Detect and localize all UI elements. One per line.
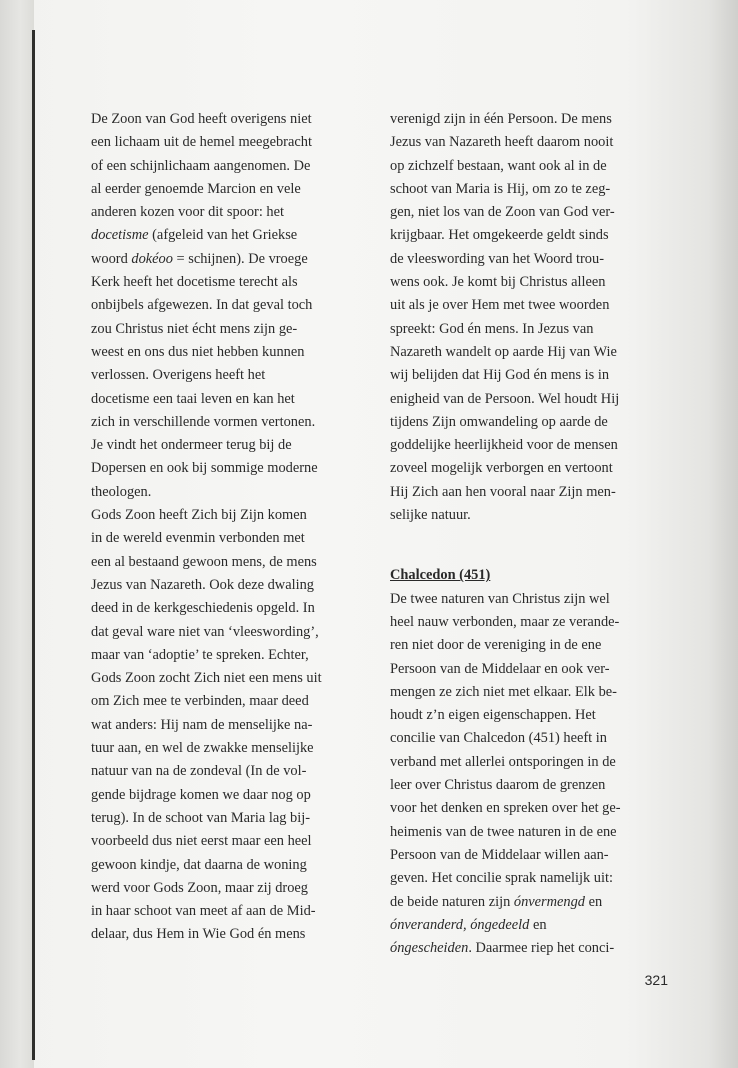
text-line: heimenis van de twee naturen in de ene <box>390 823 617 840</box>
text-line: Jezus van Nazareth heeft daarom nooit <box>390 134 614 151</box>
right-text-column <box>390 108 670 960</box>
text-line: Gods Zoon zocht Zich niet een mens uit <box>91 670 322 687</box>
section-heading: Chalcedon (451) <box>390 567 491 584</box>
text-line: selijke natuur. <box>390 507 471 524</box>
text-line: spreekt: God én mens. In Jezus van <box>390 320 594 337</box>
text-line: natuur van na de zondeval (In de vol- <box>91 763 307 780</box>
text-line: voor het denken en spreken over het ge- <box>390 800 621 817</box>
text-line: terug). In de schoot van Maria lag bij- <box>91 809 310 826</box>
facing-page-edge <box>0 0 34 1068</box>
text-line: Persoon van de Middelaar en ook ver- <box>390 660 610 677</box>
text-line: zou Christus niet écht mens zijn ge- <box>91 320 298 337</box>
text-line: een lichaam uit de hemel meegebracht <box>91 134 312 151</box>
text-line: De Zoon van God heeft overigens niet <box>91 111 312 127</box>
italic-term: ónvermengd <box>513 893 586 910</box>
text-line: tijdens Zijn omwandeling op aarde de <box>390 413 608 430</box>
text-line: zoveel mogelijk verborgen en vertoont <box>390 460 613 477</box>
text-line: gewoon kindje, dat daarna de woning <box>91 856 307 873</box>
text-line: voorbeeld dus niet eerst maar een heel <box>91 833 312 850</box>
text-line: om Zich mee te verbinden, maar deed <box>91 693 309 710</box>
left-text-column <box>91 108 371 947</box>
text-line: wij belijden dat Hij God én mens is in <box>390 367 610 384</box>
text-line: docetisme een taai leven en kan het <box>91 390 295 407</box>
italic-term: ónveranderd, óngedeeld <box>390 916 530 933</box>
text-line: verlossen. Overigens heeft het <box>91 367 266 384</box>
text-line: in de wereld evenmin verbonden met <box>91 530 305 547</box>
text-line: een al bestaand gewoon mens, de mens <box>91 553 317 570</box>
text-line: concilie van Chalcedon (451) heeft in <box>390 730 607 747</box>
page-number: 321 <box>644 972 668 988</box>
text-line: woord dokéoo = schijnen). De vroege <box>91 250 308 267</box>
text-line: Dopersen en ook bij sommige moderne <box>91 460 318 477</box>
text-line: ren niet door de vereniging in de ene <box>390 637 602 654</box>
text-line: Nazareth wandelt op aarde Hij van Wie <box>390 343 617 360</box>
text-line: ónveranderd, óngedeeld en <box>390 916 547 933</box>
text-line: theologen. <box>91 483 152 500</box>
text-line: dat geval ware niet van ‘vleeswording’, <box>91 623 319 640</box>
text-line: verenigd zijn in één Persoon. De mens <box>390 111 612 127</box>
text-line: tuur aan, en wel de zwakke menselijke <box>91 740 314 757</box>
italic-term: dokéoo <box>131 250 173 267</box>
text-line: maar van ‘adoptie’ te spreken. Echter, <box>91 646 309 663</box>
text-line: weest en ons dus niet hebben kunnen <box>91 343 305 360</box>
book-spine <box>32 30 35 1060</box>
text-line: mengen ze zich niet met elkaar. Elk be- <box>390 683 617 700</box>
text-line: gen, niet los van de Zoon van God ver- <box>390 204 615 221</box>
italic-term: docetisme <box>91 227 149 244</box>
text-line: houdt z’n eigen eigenschappen. Het <box>390 707 596 724</box>
text-line: Je vindt het ondermeer terug bij de <box>91 437 292 454</box>
text-line: óngescheiden. Daarmee riep het conci- <box>390 940 615 957</box>
text-line: de vleeswording van het Woord trou- <box>390 250 604 267</box>
text-line: goddelijke heerlijkheid voor de mensen <box>390 437 618 454</box>
text-line: docetisme (afgeleid van het Griekse <box>91 227 298 244</box>
text-line: in haar schoot van meet af aan de Mid- <box>91 903 316 920</box>
italic-term: óngescheiden <box>390 940 469 957</box>
text-line: deed in de kerkgeschiedenis opgeld. In <box>91 600 315 617</box>
text-line: anderen kozen voor dit spoor: het <box>91 204 285 221</box>
text-line: Persoon van de Middelaar willen aan- <box>390 846 609 863</box>
text-line: de beide naturen zijn ónvermengd en <box>390 893 603 910</box>
text-line: De twee naturen van Christus zijn wel <box>390 590 610 607</box>
text-line: delaar, dus Hem in Wie God én mens <box>91 926 306 943</box>
text-line: onbijbels afgewezen. In dat geval toch <box>91 297 313 314</box>
text-line: krijgbaar. Het omgekeerde geldt sinds <box>390 227 609 244</box>
text-line: gende bijdrage komen we daar nog op <box>91 786 311 803</box>
text-line: op zichzelf bestaan, want ook al in de <box>390 157 607 174</box>
text-line: of een schijnlichaam aangenomen. De <box>91 157 311 174</box>
text-line: schoot van Maria is Hij, om zo te zeg- <box>390 180 611 197</box>
text-line: Kerk heeft het docetisme terecht als <box>91 274 298 291</box>
text-line: Jezus van Nazareth. Ook deze dwaling <box>91 576 314 593</box>
text-line: wens ook. Je komt bij Christus alleen <box>390 274 606 291</box>
text-line: verband met allerlei ontsporingen in de <box>390 753 616 770</box>
text-line: wat anders: Hij nam de menselijke na- <box>91 716 313 733</box>
text-line: geven. Het concilie sprak namelijk uit: <box>390 870 613 887</box>
text-line: al eerder genoemde Marcion en vele <box>91 180 301 197</box>
text-line: uit als je over Hem met twee woorden <box>390 297 610 314</box>
text-line: Gods Zoon heeft Zich bij Zijn komen <box>91 507 307 524</box>
text-line: zich in verschillende vormen vertonen. <box>91 413 316 430</box>
text-line: leer over Christus daarom de grenzen <box>390 777 606 794</box>
text-line: enigheid van de Persoon. Wel houdt Hij <box>390 390 620 407</box>
text-line: Hij Zich aan hen vooral naar Zijn men- <box>390 483 616 500</box>
text-line: heel nauw verbonden, maar ze verande- <box>390 613 620 630</box>
text-line: werd voor Gods Zoon, maar zij droeg <box>91 879 308 896</box>
section-spacer <box>390 527 670 564</box>
